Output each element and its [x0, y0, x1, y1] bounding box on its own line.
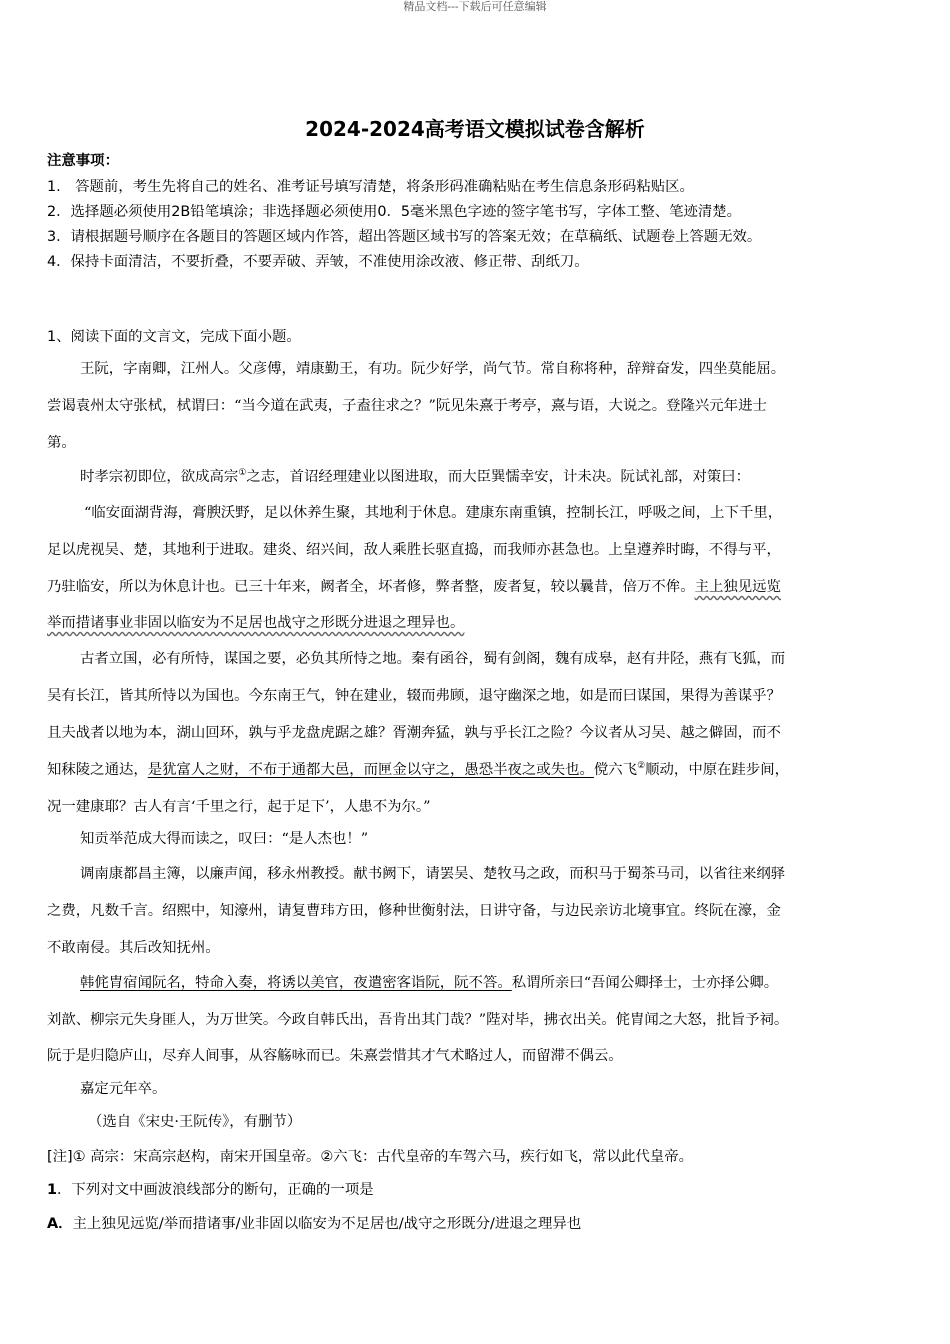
- passage-line: 刘歆、柳宗元失身匪人，为万世笑。今政自韩氏出，吾肯出其门哉？”陛对毕，拂衣出关。侂胄闻之大怒，批旨予祠。: [47, 1012, 789, 1028]
- notice-item: 3．请根据题号顺序在各题目的答题区域内作答，超出答题区域书写的答案无效；在草稿纸、试题卷上答题无效。: [47, 229, 762, 245]
- text-span: 私谓所亲曰“吾闻公卿择士，士亦择公卿。: [511, 975, 779, 991]
- text-span: 之志，首诏经理建业以图进取，而大臣巽懦幸安，计未决。阮试礼部，对策曰：: [246, 469, 751, 485]
- passage-line: [47, 613, 464, 633]
- passage-line: 之费，凡数千言。绍熙中，知濠州，请复曹玮方田，修种世衡射法，日讲守备，与边民亲访北境事宜。终阮在濠，金: [47, 903, 781, 919]
- passage-line: 古者立国，必有所恃，谋国之要，必负其所恃之地。秦有函谷，蜀有剑阁，魏有成皋，赵有井陉，燕有飞狐，而: [80, 651, 786, 667]
- option-text: 主上独见远览/举而措诸事/业非固以临安为不足居也/战守之形既分/进退之理异也: [72, 1216, 582, 1232]
- passage-line: 知贡举范成大得而读之，叹曰：“是人杰也！”: [80, 831, 369, 847]
- wavy-underlined-text: 举而措诸事业非固以临安为不足居也战守之形既分进退之理异也。: [47, 615, 465, 631]
- page-title: 2024-2024高考语文模拟试卷含解析: [305, 117, 645, 141]
- text-span: 顺动，中原在跬步间，: [645, 762, 790, 778]
- text-span: 乃驻临安，所以为休息计也。已三十年来，阙者全，坏者修，弊者整，废者复，较以曩昔，倍万不侔。: [47, 579, 695, 595]
- footnote-marker: ②: [637, 761, 646, 772]
- question-intro: 1、阅读下面的文言文，完成下面小题。: [47, 329, 301, 345]
- passage-line: 足以虎视吴、楚，其地利于进取。建炎、绍兴间，敌人乘胜长驱直捣，而我师亦甚急也。上皇遵养时晦，不得与平，: [47, 542, 781, 558]
- underlined-sentence: 是犹富人之财，不布于通都大邑，而匣金以守之，愚恐半夜之或失也。: [147, 762, 594, 778]
- option-label: A．: [47, 1216, 73, 1232]
- passage-line: 阮于是归隐庐山，尽弃人间事，从容觞咏而已。朱熹尝惜其才气术略过人，而留滞不偶云。: [47, 1048, 623, 1064]
- passage-line: 调南康都昌主簿，以廉声闻，移永州教授。献书阙下，请罢吴、楚牧马之政，而积马于蜀茶马司，以省往来纲驿: [80, 866, 786, 882]
- passage-line: 不敢南侵。其后改知抚州。: [47, 940, 220, 956]
- wavy-underlined-text: 主上独见远览: [694, 579, 781, 595]
- question-text: ．下列对文中画波浪线部分的断句，正确的一项是: [57, 1182, 374, 1198]
- passage-line: [47, 760, 789, 780]
- text-span: 傥六飞: [593, 762, 638, 778]
- footnote-marker: ①: [238, 468, 247, 479]
- notice-item: 1. 答题前，考生先将自己的姓名、准考证号填写清楚，将条形码准确粘贴在考生信息条形码粘贴区。: [47, 179, 694, 195]
- passage-line: [80, 973, 778, 993]
- question-number: 1: [47, 1182, 58, 1198]
- passage-line: 王阮，字南卿，江州人。父彦傅，靖康勤王，有功。阮少好学，尚气节。常自称将种，辞辩奋发，四坐莫能屈。: [80, 361, 786, 377]
- passage-line: 且夫战者以地为本，湖山回环，孰与乎龙盘虎踞之雄？胥潮奔猛，孰与乎长江之险？今议者从习吴、越之僻固，而不: [47, 725, 781, 741]
- passage-line: 嘉定元年卒。: [80, 1081, 167, 1097]
- option-a[interactable]: [47, 1214, 581, 1234]
- passage-line: “临安面湖背海，膏腴沃野，足以休养生聚，其地利于休息。建康东南重镇，控制长江，呼吸之间，上下千里，: [84, 505, 783, 521]
- text-span: 知秣陵之通达，: [47, 762, 148, 778]
- passage-source: （选自《宋史·王阮传》，有删节）: [88, 1114, 302, 1130]
- page-header: 精品文档---下载后可任意编辑: [403, 0, 547, 13]
- underlined-sentence: 韩侂胄宿闻阮名，特命入奏，将诱以美官，夜遣密客诣阮，阮不答。: [80, 975, 512, 991]
- question-stem: [47, 1180, 374, 1200]
- notice-heading: 注意事项：: [47, 153, 119, 169]
- notice-item: 2．选择题必须使用2B铅笔填涂；非选择题必须使用0．5毫米黑色字迹的签字笔书写，字体工整、笔迹清楚。: [47, 204, 742, 220]
- passage-line: [80, 467, 750, 487]
- passage-line: 吴有长江，皆其所恃以为国也。今东南王气，钟在建业，辍而弗顾，退守幽深之地，如是而曰谋国，果得为善谋乎？: [47, 688, 781, 704]
- passage-line: 尝谒袁州太守张栻，栻谓曰：“当今道在武夷，子盍往求之？”阮见朱熹于考亭，熹与语，大说之。登隆兴元年进士: [47, 398, 767, 414]
- passage-line: [47, 577, 781, 597]
- passage-line: 况一建康耶？古人有言‘千里之行，起于足下’，人患不为尔。”: [47, 799, 431, 815]
- notice-item: 4．保持卡面清洁，不要折叠，不要弄破、弄皱，不准使用涂改液、修正带、刮纸刀。: [47, 254, 589, 270]
- text-span: 时孝宗初即位，欲成高宗: [80, 469, 239, 485]
- footnote: [注]① 高宗：宋高宗赵构，南宋开国皇帝。②六飞：古代皇帝的车驾六马，疾行如飞，常以此代皇帝。: [47, 1149, 694, 1165]
- passage-line: 第。: [47, 435, 76, 451]
